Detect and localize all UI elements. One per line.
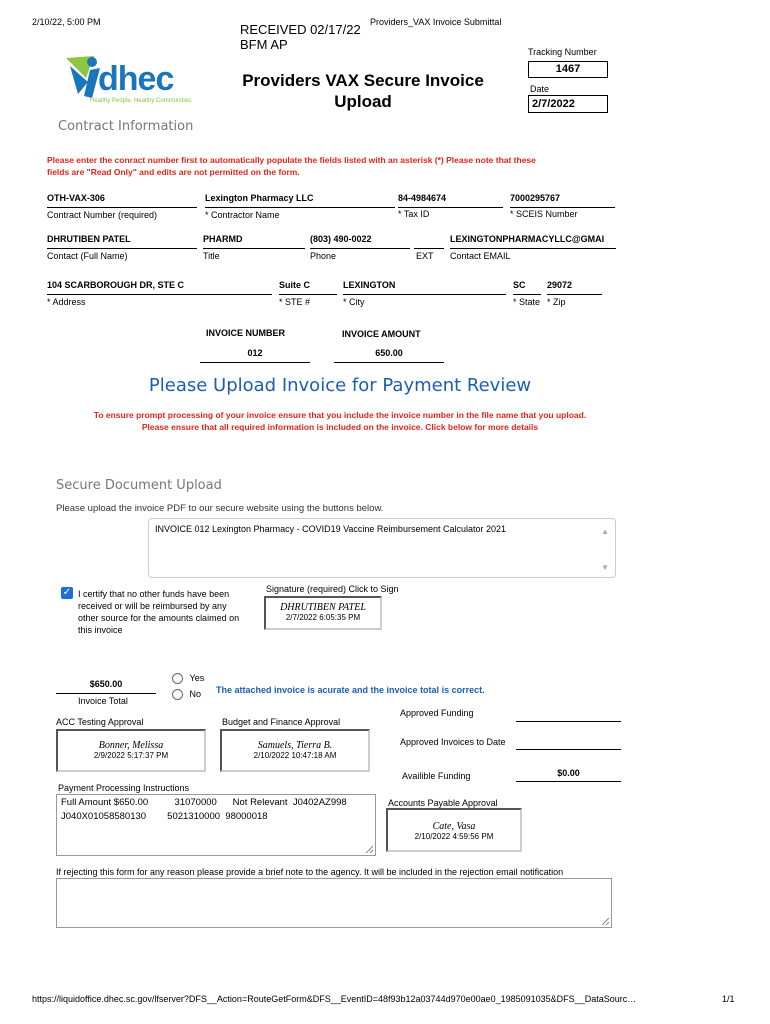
footer-url: https://liquidoffice.dhec.sc.gov/lfserver?DFS__Action=RouteGetForm&DFS__EventID=48f93b12a03744d970e00ae0_1985091035&DFS__DataSourc… bbox=[32, 994, 637, 1004]
state-label: * State bbox=[513, 297, 541, 307]
certify-line1: I certify that no other funds have been bbox=[78, 589, 230, 599]
dhec-logo bbox=[64, 52, 199, 110]
approved-invoices-label: Approved Invoices to Date bbox=[400, 737, 506, 747]
invoice-number-field[interactable]: 012 bbox=[200, 348, 310, 363]
acc-testing-name: Bonner, Melissa bbox=[98, 740, 164, 751]
contractor-name-label: * Contractor Name bbox=[205, 210, 280, 220]
tax-id-field[interactable]: 84-4984674 bbox=[398, 193, 503, 208]
sceis-number-label: * SCEIS Number bbox=[510, 209, 578, 219]
ap-approval-label: Accounts Payable Approval bbox=[388, 798, 498, 808]
zip-field[interactable]: 29072 bbox=[547, 280, 602, 295]
address-field[interactable]: 104 SCARBOROUGH DR, STE C bbox=[47, 280, 272, 295]
tracking-label: Tracking Number bbox=[528, 47, 597, 57]
tax-id-label: * Tax ID bbox=[398, 209, 430, 219]
ste-field[interactable]: Suite C bbox=[279, 280, 337, 295]
certify-text bbox=[78, 588, 239, 636]
email-label: Contact EMAIL bbox=[450, 251, 511, 261]
state-field[interactable]: SC bbox=[513, 280, 541, 295]
resize-handle-icon[interactable] bbox=[365, 845, 373, 853]
ext-field[interactable] bbox=[414, 234, 444, 249]
tracking-number-field[interactable]: 1467 bbox=[528, 61, 608, 78]
rejection-label: If rejecting this form for any reason please provide a brief note to the agency. It will be included in the rejection email notification bbox=[56, 867, 564, 877]
form-title-line2: Upload bbox=[334, 92, 392, 111]
yes-radio[interactable] bbox=[172, 673, 183, 684]
logo-text: dhec bbox=[98, 60, 174, 98]
no-label: No bbox=[189, 689, 202, 699]
received-stamp: RECEIVED 02/17/22 bbox=[240, 22, 361, 37]
ap-approval-name: Cate, Vasa bbox=[432, 821, 476, 832]
yes-label: Yes bbox=[189, 673, 205, 683]
ap-approval-signature[interactable] bbox=[386, 808, 522, 852]
signature-name: DHRUTIBEN PATEL bbox=[280, 602, 366, 613]
scroll-up-icon[interactable]: ▲ bbox=[601, 527, 609, 536]
invoice-total-field[interactable]: $650.00 bbox=[56, 679, 156, 694]
title-field[interactable]: PHARMD bbox=[203, 234, 305, 249]
address-label: * Address bbox=[47, 297, 86, 307]
budget-finance-label: Budget and Finance Approval bbox=[222, 717, 341, 727]
contractor-name-field[interactable]: Lexington Pharmacy LLC bbox=[205, 193, 395, 208]
print-datetime: 2/10/22, 5:00 PM bbox=[32, 17, 101, 27]
secure-upload-subtitle: Please upload the invoice PDF to our secure website using the buttons below. bbox=[56, 503, 384, 514]
approved-invoices-field[interactable] bbox=[516, 736, 621, 750]
certify-checkbox[interactable]: ✓ bbox=[62, 587, 72, 598]
acc-testing-label: ACC Testing Approval bbox=[56, 717, 144, 727]
no-radio[interactable] bbox=[172, 689, 183, 700]
contract-info-title: Contract Information bbox=[58, 119, 194, 134]
invoice-number-label: INVOICE NUMBER bbox=[206, 328, 286, 338]
zip-label: * Zip bbox=[547, 297, 566, 307]
signature-timestamp: 2/7/2022 6:05:35 PM bbox=[285, 613, 361, 622]
yes-option[interactable] bbox=[172, 673, 204, 684]
upload-instructions-line1: To ensure prompt processing of your invoice ensure that you include the invoice number in the file name that you upload. bbox=[93, 410, 587, 420]
approved-funding-label: Approved Funding bbox=[400, 708, 474, 718]
print-doc-title: Providers_VAX Invoice Submittal bbox=[370, 17, 502, 27]
title-label: Title bbox=[203, 251, 220, 261]
resize-handle-icon[interactable] bbox=[601, 917, 609, 925]
contact-name-label: Contact (Full Name) bbox=[47, 251, 128, 261]
ext-label: EXT bbox=[416, 251, 434, 261]
city-label: * City bbox=[343, 297, 365, 307]
contract-number-field[interactable]: OTH-VAX-306 bbox=[47, 193, 197, 208]
payment-instructions-label: Payment Processing Instructions bbox=[58, 783, 190, 793]
payment-line1: Full Amount $650.00 31070000 Not Relevant J0402AZ998 bbox=[61, 797, 347, 808]
budget-finance-timestamp: 2/10/2022 10:47:18 AM bbox=[253, 751, 337, 760]
form-title-line1: Providers VAX Secure Invoice bbox=[242, 71, 484, 90]
certify-line3: other source for the amounts claimed on bbox=[78, 613, 240, 623]
uploaded-file-list[interactable] bbox=[148, 518, 616, 578]
acc-testing-timestamp: 2/9/2022 5:17:37 PM bbox=[93, 751, 169, 760]
certify-line2: received or will be reimbursed by any bbox=[78, 601, 227, 611]
phone-label: Phone bbox=[310, 251, 337, 261]
date-label: Date bbox=[530, 84, 550, 94]
approved-funding-field[interactable] bbox=[516, 708, 621, 722]
ste-label: * STE # bbox=[279, 297, 311, 307]
form-title bbox=[228, 70, 498, 112]
available-funding-label: Availible Funding bbox=[402, 771, 471, 781]
date-field[interactable]: 2/7/2022 bbox=[528, 95, 608, 113]
received-dept: BFM AP bbox=[240, 37, 288, 52]
invoice-amount-label: INVOICE AMOUNT bbox=[342, 329, 421, 339]
secure-upload-title: Secure Document Upload bbox=[56, 478, 222, 493]
ap-approval-timestamp: 2/10/2022 4:59:56 PM bbox=[414, 832, 494, 841]
budget-finance-signature[interactable] bbox=[220, 729, 370, 772]
contract-instructions-line1: Please enter the conract number first to automatically populate the fields listed with an asterisk (*) Please note that these bbox=[47, 155, 536, 165]
upload-heading: Please Upload Invoice for Payment Review bbox=[148, 375, 532, 396]
contract-number-label: Contract Number (required) bbox=[47, 210, 158, 220]
logo-tagline: Healthy People. Healthy Communities. bbox=[90, 98, 193, 104]
uploaded-file-name[interactable]: INVOICE 012 Lexington Pharmacy - COVID19 Vaccine Reimbursement Calculator 2021 bbox=[155, 524, 506, 534]
scroll-down-icon[interactable]: ▼ bbox=[601, 563, 609, 572]
acc-testing-signature[interactable] bbox=[56, 729, 206, 772]
footer-page: 1/1 bbox=[722, 994, 735, 1004]
budget-finance-name: Samuels, Tierra B. bbox=[257, 740, 333, 751]
signature-box[interactable] bbox=[264, 596, 382, 630]
payment-instructions-field[interactable] bbox=[56, 794, 376, 856]
invoice-total-label: Invoice Total bbox=[78, 696, 128, 706]
rejection-note-field[interactable] bbox=[56, 878, 612, 928]
signature-label: Signature (required) Click to Sign bbox=[266, 584, 399, 594]
payment-line2: J040X01058580130 5021310000 98000018 bbox=[61, 811, 268, 822]
city-field[interactable]: LEXINGTON bbox=[343, 280, 506, 295]
contract-instructions-line2: fields are "Read Only" and edits are not permitted on the form. bbox=[47, 167, 300, 177]
contact-name-field[interactable]: DHRUTIBEN PATEL bbox=[47, 234, 197, 249]
certify-line4: this invoice bbox=[78, 625, 123, 635]
available-funding-field[interactable]: $0.00 bbox=[516, 768, 621, 782]
email-field[interactable]: LEXINGTONPHARMACYLLC@GMAI bbox=[450, 234, 616, 249]
accuracy-statement: The attached invoice is acurate and the invoice total is correct. bbox=[216, 685, 485, 695]
no-option[interactable] bbox=[172, 689, 201, 700]
invoice-amount-field[interactable]: 650.00 bbox=[334, 348, 444, 363]
sceis-number-field[interactable]: 7000295767 bbox=[510, 193, 615, 208]
upload-instructions-line2: Please ensure that all required information is included on the invoice. Click below for more details bbox=[141, 422, 539, 432]
phone-field[interactable]: (803) 490-0022 bbox=[310, 234, 410, 249]
